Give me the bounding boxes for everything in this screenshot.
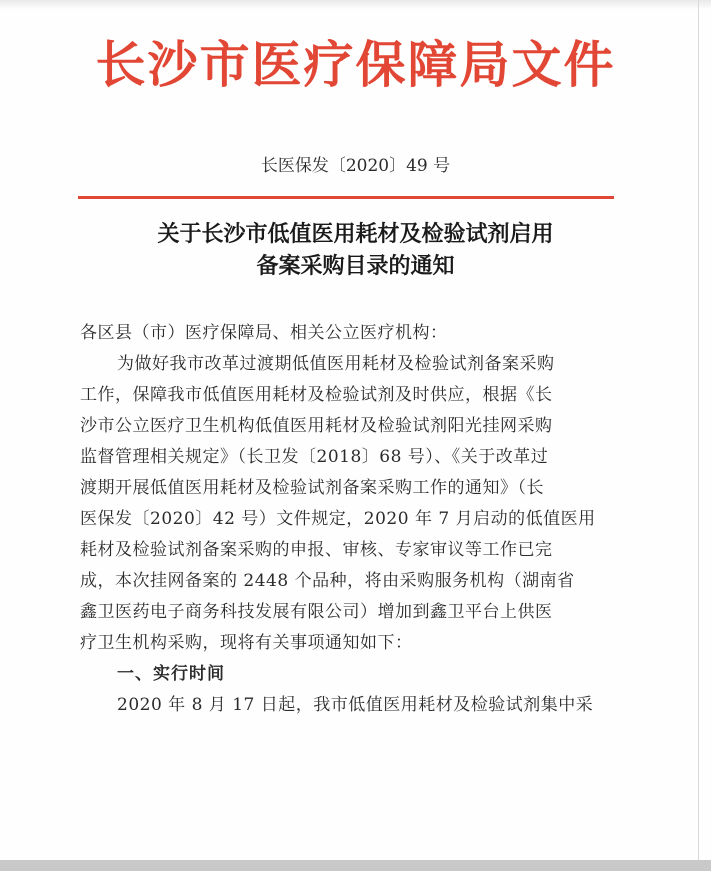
- paragraph-line: 鑫卫医药电子商务科技发展有限公司）增加到鑫卫平台上供医: [80, 602, 553, 622]
- paragraph-line: 沙市公立医疗卫生机构低值医用耗材及检验试剂阳光挂网采购: [80, 416, 553, 436]
- paragraph-line: 成，本次挂网备案的 2448 个品种，将由采购服务机构（湖南省: [80, 571, 575, 591]
- paragraph-line: 为做好我市改革过渡期低值医用耗材及检验试剂备案采购: [117, 354, 555, 374]
- section-line: 2020 年 8 月 17 日起，我市低值医用耗材及检验试剂集中采: [117, 695, 594, 715]
- header-red-rule: [78, 196, 614, 199]
- scan-right-edge: [698, 0, 699, 860]
- paragraph-line: 渡期开展低值医用耗材及检验试剂备案采购工作的通知》（长: [80, 478, 544, 498]
- paragraph-line: 疗卫生机构采购，现将有关事项通知如下：: [80, 633, 413, 653]
- agency-header-title: 长沙市医疗保障局文件: [95, 36, 616, 94]
- paragraph-line: 耗材及检验试剂备案采购的申报、审核、专家审议等工作已完: [80, 540, 553, 560]
- paragraph-line: 工作，保障我市低值医用耗材及检验试剂及时供应，根据《长: [80, 385, 553, 405]
- section-heading: 一、实行时间: [117, 664, 225, 684]
- document-title-line-1: 关于长沙市低值医用耗材及检验试剂启用: [157, 221, 554, 247]
- paragraph-line: 监督管理相关规定》（长卫发〔2018〕68 号）、《关于改革过: [80, 447, 549, 467]
- document-number: 长医保发〔2020〕49 号: [260, 156, 451, 176]
- salutation: 各区县（市）医疗保障局、相关公立医疗机构：: [80, 323, 448, 343]
- document-title: [0, 218, 711, 282]
- paragraph-line: 医保发〔2020〕42 号）文件规定，2020 年 7 月启动的低值医用: [80, 509, 596, 529]
- document-body: [80, 318, 640, 721]
- scan-top-edge: [0, 0, 711, 10]
- document-title-line-2: 备案采购目录的通知: [256, 253, 455, 279]
- page-bottom-bar: [0, 860, 711, 871]
